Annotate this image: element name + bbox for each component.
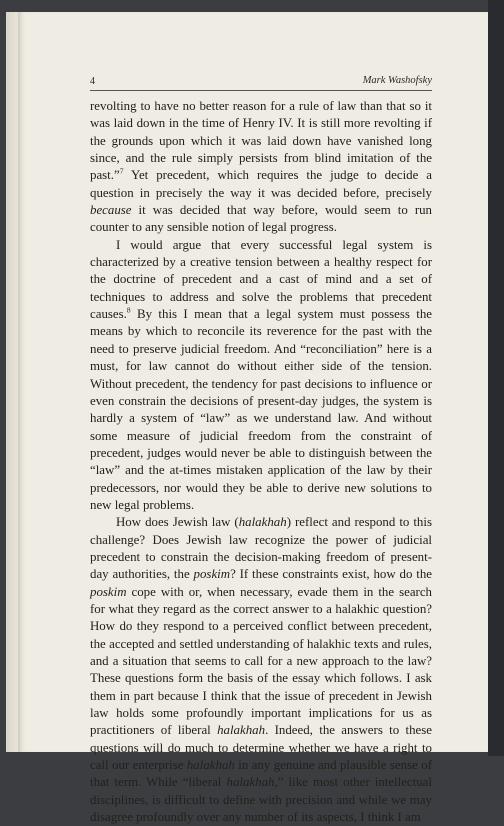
text-run: it was decided that way before, would seem to run counter to any sensible notion of legal progress. bbox=[90, 203, 432, 235]
text-run: in any genuine and plausible sense of that term. While “liberal bbox=[90, 758, 432, 790]
italic-term: halakhah bbox=[226, 775, 275, 790]
body-text bbox=[90, 98, 432, 826]
text-run: I would argue that every successful legal system is characterized by a creative tension between a healthy respect for the doctrine of precedent and a cast of mind and a set of techniques to address and solve the problems that precedent causes. bbox=[90, 237, 432, 322]
text-run: How does Jewish law ( bbox=[116, 515, 239, 530]
footnote-ref: 8 bbox=[126, 305, 131, 315]
paragraph bbox=[90, 98, 432, 237]
text-run: ) reflect and respond to this challenge? Does Jewish law recognize the power of judicial precedent to constrain the decision-making freedom of present-day authorities, the bbox=[90, 515, 432, 582]
running-head: Mark Washofsky bbox=[362, 75, 432, 86]
footnote-ref: 7 bbox=[119, 167, 124, 177]
text-run: By this I mean that a legal system must possess the means by which to reconcile its reverence for the past with the need to preserve judicial freedom. And “reconciliation” here is a must, for law cannot do without either side of the tension. Without precedent, the tendency for past decisions to influence or even constrain the decisions of present-day judges, the system is hardly a system of “law” as we understand law. And without some measure of judicial freedom from the constraint of precedent, judges would never be able to distinguish between the “law” and the at-times mistaken application of the law by their predecessors, nor would they be able to derive new solutions to new legal problems. bbox=[90, 307, 432, 512]
scanner-edge bbox=[488, 0, 504, 756]
text-run: revolting to have no better reason for a rule of law than that so it was laid down in the time of Henry IV. It is still more revolting if the grounds upon which it was laid down have vanished long since, and the rule simply persists from blind imitation of the past.” bbox=[90, 99, 432, 183]
italic-term: poskim bbox=[193, 567, 231, 582]
page-header bbox=[90, 72, 432, 91]
text-run: ,” like most other intellectual disciplines, is difficult to define with precision and while we may disagree profoundly over any number of its aspects, I think I am bbox=[90, 775, 432, 825]
text-run: cope with or, when necessary, evade them in the search for what they regard as the correct answer to a halakhic question? How do they respond to a perceived conflict between precedent, the accepted and settled understanding of halakhic texts and rules, and a situation that seems to call for a new approach to the law? These questions form the basis of the essay which follows. I ask them in part because I think that the issue of precedent in Jewish law holds some profoundly important implications for us as practitioners of liberal bbox=[90, 584, 432, 738]
page-number: 4 bbox=[90, 76, 95, 87]
paragraph bbox=[90, 514, 432, 826]
italic-term: because bbox=[90, 203, 132, 218]
italic-term: halakhah bbox=[186, 758, 235, 773]
italic-term: halakhah bbox=[217, 723, 266, 738]
text-run: . Indeed, the answers to these questions will do much to determine whether we have a right to call our enterprise bbox=[90, 723, 432, 773]
italic-term: poskim bbox=[90, 584, 127, 599]
paragraph bbox=[90, 237, 432, 515]
text-run: ? If these constraints exist, how do the bbox=[230, 567, 433, 582]
text-run: Yet precedent, which requires the judge to decide a question in precisely the way it was decided before, precisely bbox=[90, 168, 432, 200]
italic-term: halakhah bbox=[238, 515, 287, 530]
